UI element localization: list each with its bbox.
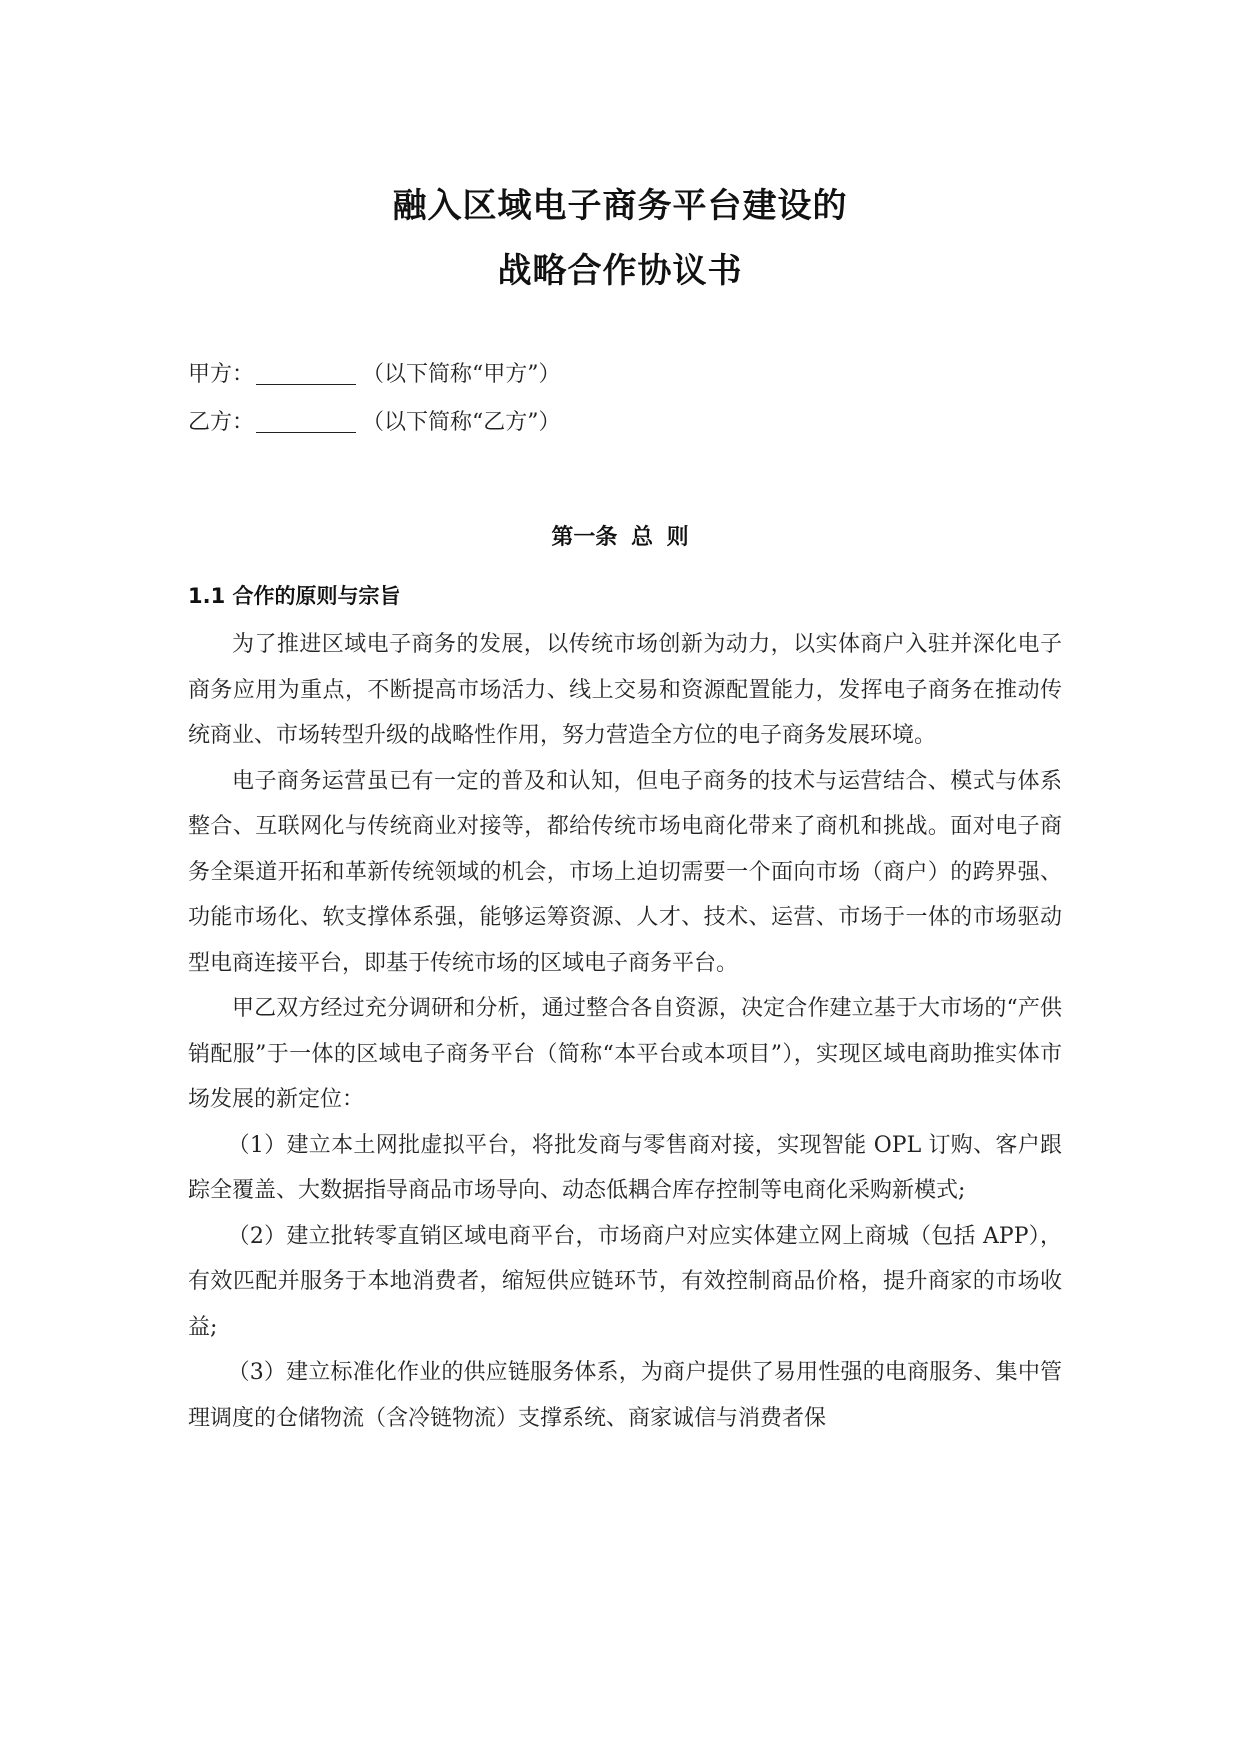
list-item-1: （1）建立本土网批虚拟平台，将批发商与零售商对接，实现智能 OPL 订购、客户跟踪全覆盖、大数据指导商品市场导向、动态低耦合库存控制等电商化采购新模式; bbox=[188, 1132, 1062, 1203]
list-item-2: （2）建立批转零直销区域电商平台，市场商户对应实体建立网上商城（包括 APP），有效匹配并服务于本地消费者，缩短供应链环节，有效控制商品价格，提升商家的市场收益; bbox=[188, 1223, 1062, 1340]
party-a-blank-field bbox=[256, 362, 356, 385]
subsection-1-1-heading: 1.1 合作的原则与宗旨 bbox=[188, 584, 401, 608]
document-title-line-2: 战略合作协议书 bbox=[497, 251, 743, 291]
party-a-line bbox=[188, 360, 561, 390]
body-text bbox=[188, 622, 1062, 1441]
party-b-suffix: （以下简称“乙方”） bbox=[362, 410, 561, 435]
paragraph-purpose: 为了推进区域电子商务的发展，以传统市场创新为动力，以实体商户入驻并深化电子商务应用为重点，不断提高市场活力、线上交易和资源配置能力，发挥电子商务在推动传统商业、市场转型升级的战略性作用，努力营造全方位的电子商务发展环境。 bbox=[188, 632, 1062, 748]
paragraph-cooperation: 甲乙双方经过充分调研和分析，通过整合各自资源，决定合作建立基于大市场的“产供销配服”于一体的区域电子商务平台（简称“本平台或本项目”），实现区域电商助推实体市场发展的新定位： bbox=[188, 996, 1062, 1112]
party-a-label: 甲方： bbox=[188, 362, 255, 387]
party-b-line bbox=[188, 408, 561, 438]
party-b-blank-field bbox=[256, 410, 356, 433]
party-a-suffix: （以下简称“甲方”） bbox=[362, 362, 561, 387]
paragraph-background: 电子商务运营虽已有一定的普及和认知，但电子商务的技术与运营结合、模式与体系整合、互联网化与传统商业对接等，都给传统市场电商化带来了商机和挑战。面对电子商务全渠道开拓和革新传统领域的机会，市场上迫切需要一个面向市场（商户）的跨界强、功能市场化、软支撑体系强，能够运筹资源、人才、技术、运营、市场于一体的市场驱动型电商连接平台，即基于传统市场的区域电子商务平台。 bbox=[188, 768, 1062, 976]
section-1-heading: 第一条 总 则 bbox=[551, 525, 689, 550]
party-b-label: 乙方： bbox=[188, 410, 255, 435]
list-item-3: （3）建立标准化作业的供应链服务体系，为商户提供了易用性强的电商服务、集中管理调度的仓储物流（含冷链物流）支撑系统、商家诚信与消费者保 bbox=[188, 1360, 1062, 1431]
document-title-line-1: 融入区域电子商务平台建设的 bbox=[392, 186, 848, 226]
